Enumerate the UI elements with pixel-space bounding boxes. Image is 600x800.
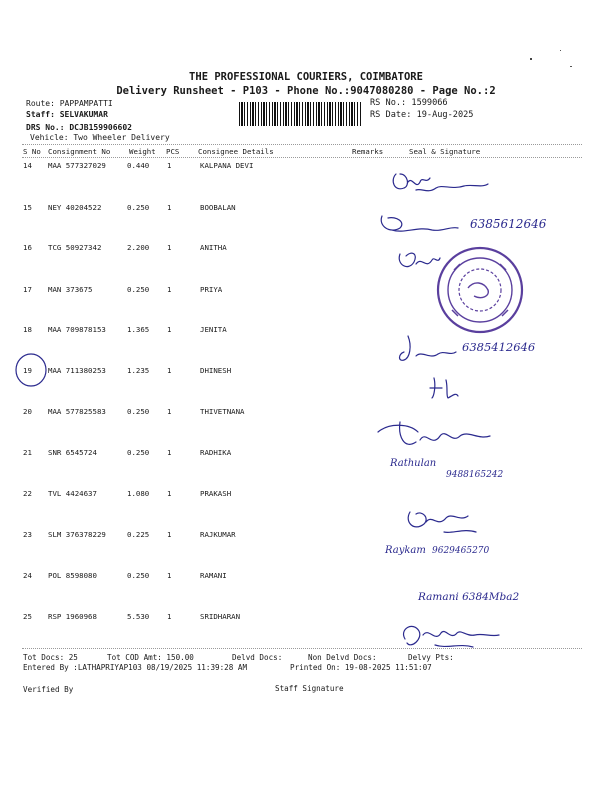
handwritten-name-24: Ramani 6384Mba2 bbox=[418, 591, 520, 603]
consignment-no: SLM 376378229 bbox=[48, 530, 106, 539]
scan-speck bbox=[570, 66, 572, 67]
consignee-name: ANITHA bbox=[200, 243, 227, 252]
consignee-name: RADHIKA bbox=[200, 448, 232, 457]
signature-row-18 bbox=[400, 336, 457, 360]
footer-rule bbox=[22, 648, 582, 649]
header-rule-top bbox=[22, 144, 582, 145]
weight: 0.225 bbox=[127, 530, 150, 539]
sno: 24 bbox=[23, 571, 32, 580]
consignment-no: MAA 711380253 bbox=[48, 366, 106, 375]
pcs: 1 bbox=[167, 243, 172, 252]
consignee-name: PRIYA bbox=[200, 285, 223, 294]
signature-row-19 bbox=[430, 378, 458, 398]
scan-speck bbox=[560, 50, 561, 51]
sno: 18 bbox=[23, 325, 32, 334]
consignee-name: THIVETNANA bbox=[200, 407, 245, 416]
weight: 1.365 bbox=[127, 325, 150, 334]
consignee-name: BOOBALAN bbox=[200, 203, 236, 212]
pcs: 1 bbox=[167, 407, 172, 416]
consignment-no: TCG 50927342 bbox=[48, 243, 102, 252]
sno: 15 bbox=[23, 203, 32, 212]
sno: 25 bbox=[23, 612, 32, 621]
pcs: 1 bbox=[167, 285, 172, 294]
consignment-no: SNR 6545724 bbox=[48, 448, 97, 457]
handwritten-name-21: Rathulan bbox=[390, 458, 437, 469]
sno: 16 bbox=[23, 243, 32, 252]
pcs: 1 bbox=[167, 325, 172, 334]
consignment-no: MAA 709878153 bbox=[48, 325, 106, 334]
handwritten-phone-18: 6385412646 bbox=[462, 340, 536, 354]
handwritten-circle-mark bbox=[12, 350, 52, 390]
col-remarks: Remarks bbox=[352, 147, 384, 156]
printed-on: Printed On: 19-08-2025 11:51:07 bbox=[290, 663, 432, 672]
col-pcs: PCS bbox=[166, 147, 180, 156]
sno: 22 bbox=[23, 489, 32, 498]
pcs: 1 bbox=[167, 161, 172, 170]
consignment-no: MAA 577327029 bbox=[48, 161, 106, 170]
company-name: THE PROFESSIONAL COURIERS, COIMBATORE bbox=[189, 71, 423, 83]
pcs: 1 bbox=[167, 530, 172, 539]
weight: 0.250 bbox=[127, 448, 150, 457]
pcs: 1 bbox=[167, 366, 172, 375]
weight: 0.250 bbox=[127, 203, 150, 212]
consignment-no: TVL 4424637 bbox=[48, 489, 97, 498]
barcode bbox=[239, 102, 361, 126]
sno: 21 bbox=[23, 448, 32, 457]
sno: 19 bbox=[23, 366, 32, 375]
col-consignee: Consignee Details bbox=[198, 147, 274, 156]
consignment-no: MAA 577825583 bbox=[48, 407, 106, 416]
consignment-no: POL 8598080 bbox=[48, 571, 97, 580]
weight: 0.440 bbox=[127, 161, 150, 170]
pcs: 1 bbox=[167, 489, 172, 498]
total-docs: Tot Docs: 25 bbox=[23, 653, 78, 662]
rs-date: RS Date: 19-Aug-2025 bbox=[370, 110, 474, 120]
vehicle-label: Vehicle: Two Wheeler Delivery bbox=[30, 133, 170, 142]
non-delivered-docs: Non Delvd Docs: bbox=[308, 653, 377, 662]
consignee-name: PRAKASH bbox=[200, 489, 232, 498]
signature-row-15 bbox=[381, 216, 458, 231]
sno: 17 bbox=[23, 285, 32, 294]
consignee-name: SRIDHARAN bbox=[200, 612, 241, 621]
consignee-name: DHINESH bbox=[200, 366, 232, 375]
pcs: 1 bbox=[167, 203, 172, 212]
consignee-name: RAJKUMAR bbox=[200, 530, 236, 539]
weight: 0.250 bbox=[127, 285, 150, 294]
col-sno: S No bbox=[23, 147, 41, 156]
sno: 14 bbox=[23, 161, 32, 170]
handwritten-name-23: Raykam bbox=[385, 545, 426, 556]
weight: 5.530 bbox=[127, 612, 150, 621]
handwritten-phone-23: 9629465270 bbox=[432, 546, 490, 556]
verified-by-label: Verified By bbox=[23, 685, 74, 694]
col-seal: Seal & Signature bbox=[409, 147, 481, 156]
weight: 0.250 bbox=[127, 407, 150, 416]
scan-speck bbox=[530, 58, 532, 60]
handwritten-phone-15: 6385612646 bbox=[470, 217, 547, 231]
consignee-name: KALPANA DEVI bbox=[200, 161, 254, 170]
rs-number: RS No.: 1599066 bbox=[370, 98, 448, 108]
consignment-no: RSP 1960968 bbox=[48, 612, 97, 621]
delivery-stamp bbox=[438, 248, 522, 332]
consignment-no: NEY 40204522 bbox=[48, 203, 102, 212]
runsheet-title: Delivery Runsheet - P103 - Phone No.:9047080280 - Page No.:2 bbox=[116, 85, 496, 97]
signature-row-14 bbox=[393, 174, 488, 191]
sno: 23 bbox=[23, 530, 32, 539]
signature-row-20 bbox=[378, 422, 490, 444]
pcs: 1 bbox=[167, 612, 172, 621]
col-weight: Weight bbox=[129, 147, 156, 156]
pcs: 1 bbox=[167, 571, 172, 580]
staff-signature-label: Staff Signature bbox=[275, 684, 344, 693]
consignee-name: RAMANI bbox=[200, 571, 227, 580]
weight: 1.080 bbox=[127, 489, 150, 498]
pcs: 1 bbox=[167, 448, 172, 457]
drs-number: DRS No.: DCJB159906602 bbox=[26, 123, 132, 132]
route-label: Route: PAPPAMPATTI bbox=[26, 99, 113, 108]
col-consignment: Consignment No bbox=[48, 147, 111, 156]
total-cod-amount: Tot COD Amt: 150.00 bbox=[107, 653, 194, 662]
consignee-name: JENITA bbox=[200, 325, 227, 334]
header-rule-bottom bbox=[22, 157, 582, 158]
delivery-points: Delvy Pts: bbox=[408, 653, 454, 662]
signature-row-22 bbox=[408, 512, 476, 532]
weight: 2.200 bbox=[127, 243, 150, 252]
consignment-no: MAN 373675 bbox=[48, 285, 93, 294]
delivered-docs: Delvd Docs: bbox=[232, 653, 283, 662]
weight: 1.235 bbox=[127, 366, 150, 375]
signature-row-16 bbox=[399, 253, 440, 266]
handwritten-phone-21: 9488165242 bbox=[446, 470, 504, 480]
entered-by: Entered By :LATHAPRIYAP103 08/19/2025 11:39:28 AM bbox=[23, 663, 248, 672]
weight: 0.250 bbox=[127, 571, 150, 580]
sno: 20 bbox=[23, 407, 32, 416]
staff-label: Staff: SELVAKUMAR bbox=[26, 110, 108, 119]
